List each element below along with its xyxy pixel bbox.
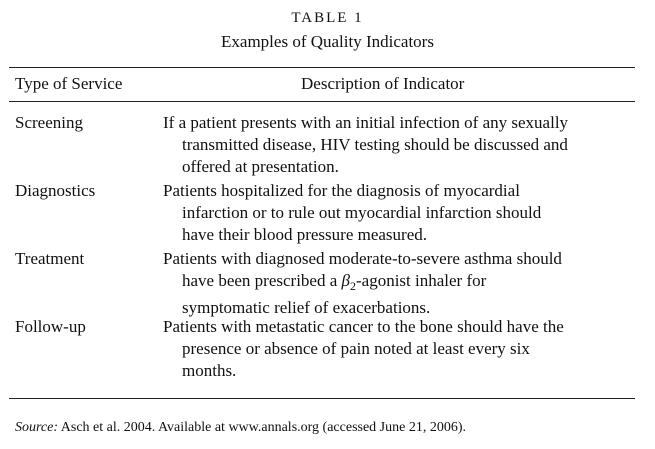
description-line: have their blood pressure measured. <box>182 225 427 244</box>
source-label: Source: <box>15 420 59 435</box>
description-cell <box>163 248 643 319</box>
column-header-type-of-service: Type of Service <box>15 74 123 93</box>
bottom-rule <box>9 398 635 399</box>
source-note <box>15 420 466 436</box>
description-cell <box>163 316 643 382</box>
description-line: months. <box>182 361 237 380</box>
description-line: infarction or to rule out myocardial infarction should <box>182 203 542 222</box>
description-line: transmitted disease, HIV testing should be discussed and <box>182 135 568 154</box>
description-fragment: have been prescribed a <box>182 271 338 290</box>
type-cell: Screening <box>15 113 83 132</box>
type-cell: Diagnostics <box>15 181 96 200</box>
beta-symbol: β <box>341 271 350 290</box>
type-cell: Follow-up <box>15 317 86 336</box>
description-cell <box>163 180 643 246</box>
header-rule <box>9 101 635 102</box>
description-line <box>163 270 643 297</box>
description-line: If a patient presents with an initial infection of any sexually <box>163 113 569 132</box>
description-line: Patients with metastatic cancer to the bone should have the <box>163 317 564 336</box>
description-fragment: -agonist inhaler for <box>356 271 487 290</box>
column-header-description: Description of Indicator <box>301 74 465 93</box>
description-line: symptomatic relief of exacerbations. <box>182 298 431 317</box>
description-line: Patients hospitalized for the diagnosis of myocardial <box>163 181 520 200</box>
description-line: Patients with diagnosed moderate-to-severe asthma should <box>163 249 562 268</box>
top-rule <box>9 67 635 68</box>
description-cell <box>163 112 643 178</box>
source-text: Asch et al. 2004. Available at www.annals.org (accessed June 21, 2006). <box>58 420 466 435</box>
beta-subscript: 2 <box>350 279 356 293</box>
type-cell: Treatment <box>15 249 85 268</box>
description-line: offered at presentation. <box>182 157 339 176</box>
description-line: presence or absence of pain noted at least every six <box>182 339 530 358</box>
table-number-label: TABLE 1 <box>291 10 364 26</box>
table-title: Examples of Quality Indicators <box>221 32 434 51</box>
